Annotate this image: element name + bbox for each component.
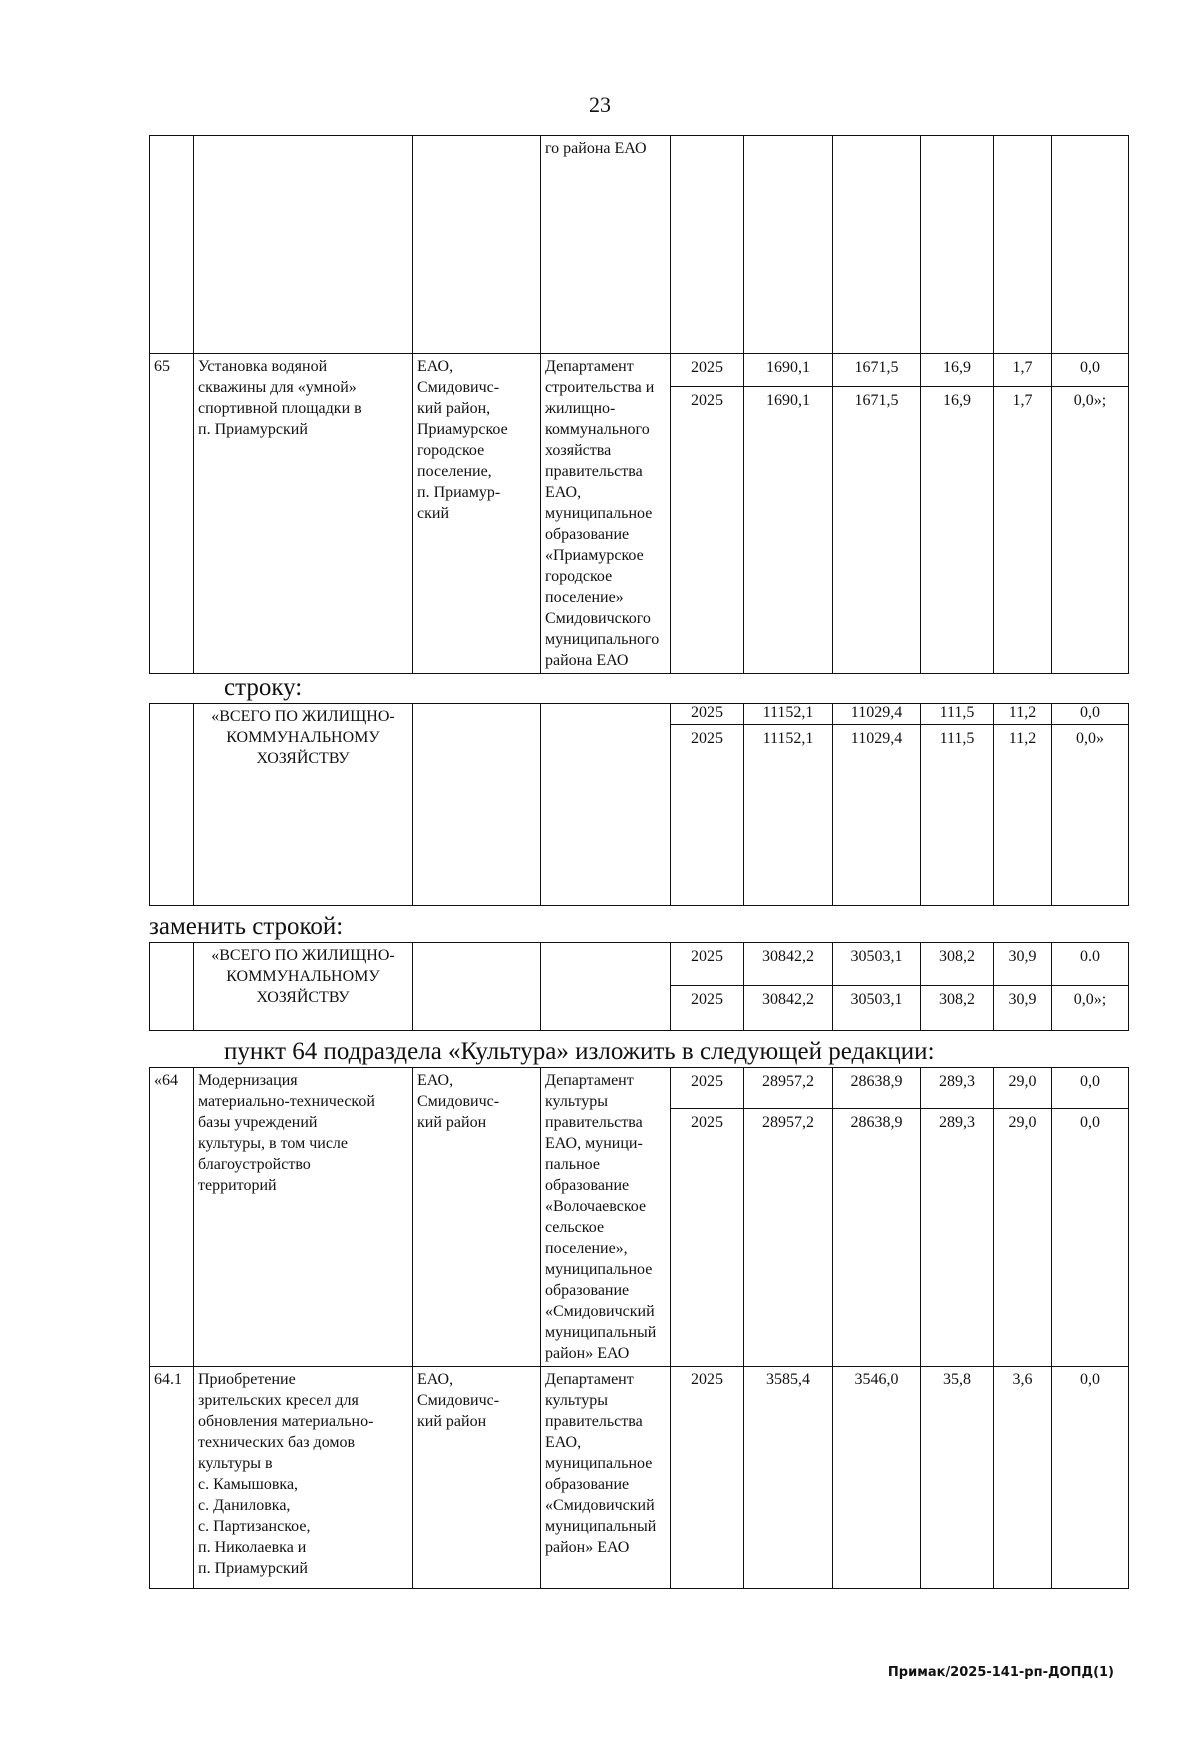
value-cell-2: 16,9 16,9 (921, 354, 994, 674)
total-cell: 3585,4 (744, 1367, 833, 1589)
value-cell-2: 35,8 (921, 1367, 994, 1589)
row-name: Установка водяной скважины для «умной» спортивной площадки в п. Приамурский (194, 354, 413, 674)
row-name: «ВСЕГО ПО ЖИЛИЩНО- КОММУНАЛЬНОМУ ХОЗЯЙСТВУ (194, 943, 413, 1031)
row-place: ЕАО, Смидовичс- кий район (413, 1068, 541, 1367)
row-place: ЕАО, Смидовичс- кий район, Приамурское городское поселение, п. Приамур- ский (413, 354, 541, 674)
total-cell: 1690,1 1690,1 (744, 354, 833, 674)
value-cell-1: 3546,0 (833, 1367, 921, 1589)
table-row: «ВСЕГО ПО ЖИЛИЩНО- КОММУНАЛЬНОМУ ХОЗЯЙСТВУ 2025 2025 11152,1 11152,1 11029,4 11029,4 111,5 111,5 11,2 11,2 0,0 0,0» (150, 704, 1129, 906)
table-old-total (149, 703, 1129, 906)
page-number: 23 (589, 92, 611, 117)
row-number: «64 (150, 1068, 194, 1367)
year-cell: 2025 (671, 1367, 744, 1589)
footer-document-id: Примак/2025-141-рп-ДОПД(1) (887, 1665, 1114, 1680)
table-row: «ВСЕГО ПО ЖИЛИЩНО- КОММУНАЛЬНОМУ ХОЗЯЙСТВУ 2025 2025 30842,2 30842,2 30503,1 30503,1 308,2 308,2 30,9 30,9 0.0 0,0»; (150, 943, 1129, 1031)
table-continuation-row-65 (149, 135, 1129, 674)
table-row: «64 Модернизация материально-технической базы учреждений культуры, в том числе благоустройство территорий ЕАО, Смидовичс- кий район Департамент культуры правительства ЕАО, муници- пальное образование «Волочаевское сельское поселение», муниципальное образование «Смидовичский муниципальный район» ЕАО 2025 2025 28957,2 28957,2 28638,9 28638,9 289,3 289,3 29,0 29,0 0,0 0,0 (150, 1068, 1129, 1367)
caption-line: строку: (224, 674, 303, 701)
value-cell-4: 0,0 0,0»; (1052, 354, 1129, 674)
table-new-total (149, 942, 1129, 1031)
table-row (150, 1367, 1129, 1589)
row-name: Модернизация материально-технической базы учреждений культуры, в том числе благоустройство территорий (194, 1068, 413, 1367)
value-cell-3: 3,6 (994, 1367, 1052, 1589)
table-row (150, 136, 1129, 354)
caption-replace: заменить строкой: (149, 913, 344, 940)
executor-cell: го района ЕАО (541, 136, 671, 354)
value-cell-3: 1,7 1,7 (994, 354, 1052, 674)
row-name: «ВСЕГО ПО ЖИЛИЩНО- КОММУНАЛЬНОМУ ХОЗЯЙСТВУ (194, 704, 413, 906)
row-name: Приобретение зрительских кресел для обновления материально- технических баз домов культуры в с. Камышовка, с. Даниловка, с. Партизанское, п. Николаевка и п. Приамурский (194, 1367, 413, 1589)
row-number: 65 (150, 354, 194, 674)
row-number: 64.1 (150, 1367, 194, 1589)
year-cell: 2025 2025 (671, 354, 744, 674)
row-executor: Департамент строительства и жилищно- коммунального хозяйства правительства ЕАО, муниципальное образование «Приамурское городское поселение» Смидовичского муниципального района ЕАО (541, 354, 671, 674)
table-culture (149, 1067, 1129, 1589)
value-cell-4: 0,0 (1052, 1367, 1129, 1589)
place-cell (413, 136, 541, 354)
row-executor: Департамент культуры правительства ЕАО, муниципальное образование «Смидовичский муниципальный район» ЕАО (541, 1367, 671, 1589)
value-cell-1: 1671,5 1671,5 (833, 354, 921, 674)
row-place: ЕАО, Смидовичс- кий район (413, 1367, 541, 1589)
table-row (150, 354, 1129, 674)
name-cell (194, 136, 413, 354)
num-cell (150, 136, 194, 354)
row-executor: Департамент культуры правительства ЕАО, муници- пальное образование «Волочаевское сельское поселение», муниципальное образование «Смидовичский муниципальный район» ЕАО (541, 1068, 671, 1367)
caption-culture: пункт 64 подраздела «Культура» изложить в следующей редакции: (224, 1038, 935, 1065)
